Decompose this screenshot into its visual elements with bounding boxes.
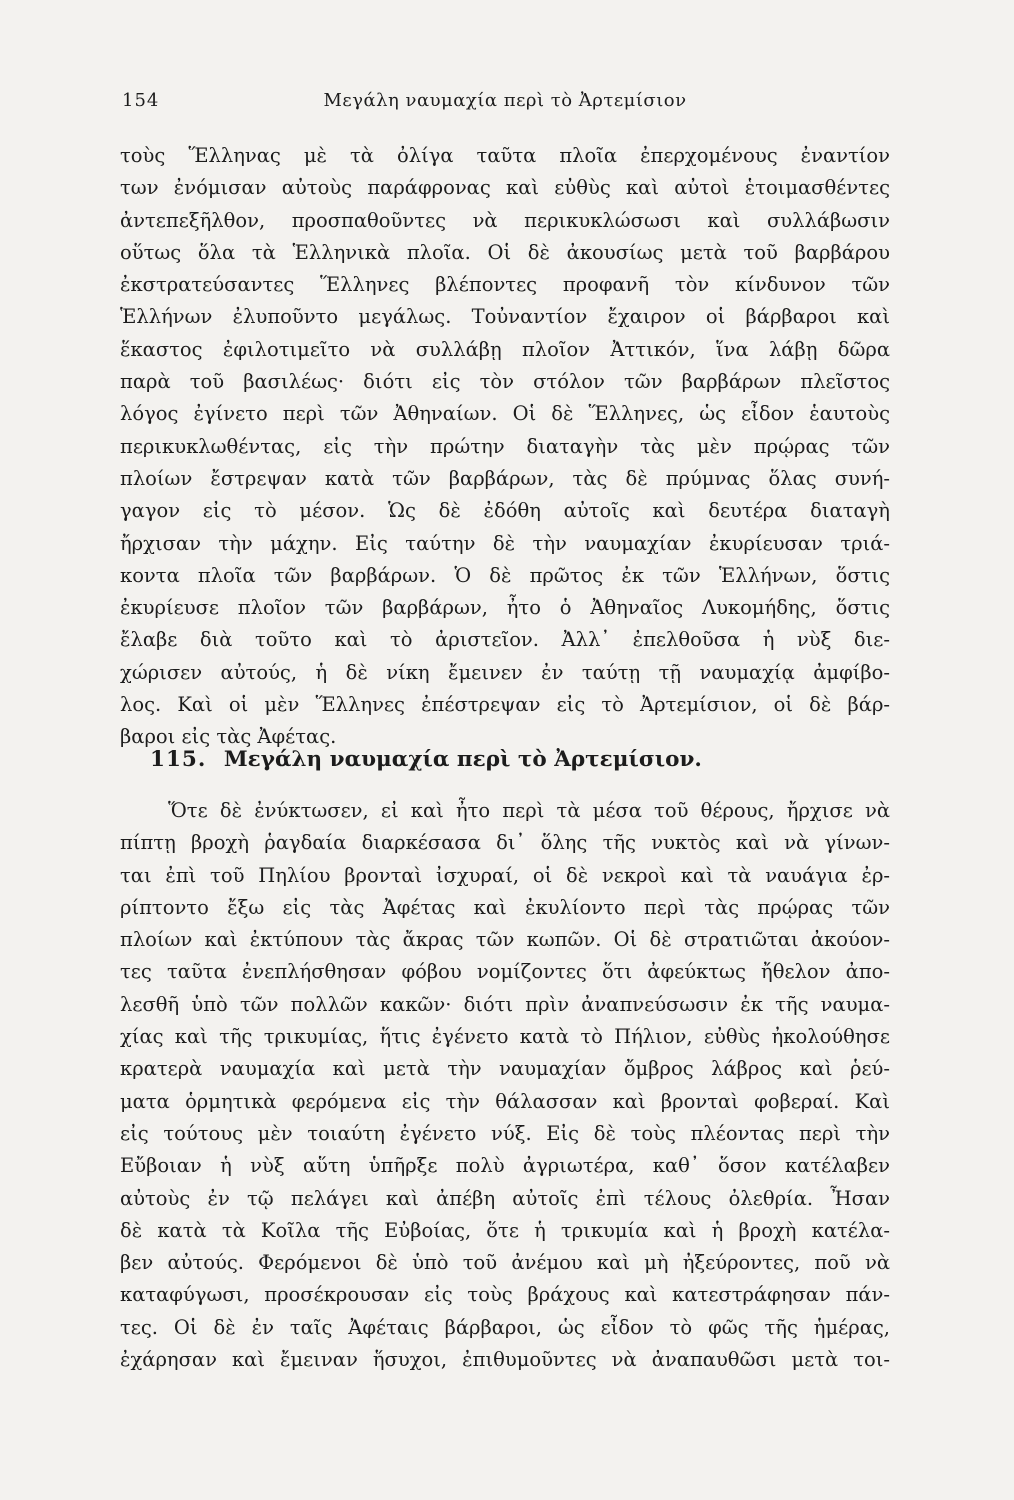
text-line: πίπτῃ βροχὴ ῥαγδαία διαρκέσασα δι᾿ ὅλης τῆς νυκτὸς καὶ νὰ γίνων- (120, 831, 890, 855)
text-line: λος. Καὶ οἱ μὲν Ἕλληνες ἐπέστρεψαν εἰς τὸ Ἀρτεμίσιον, οἱ δὲ βάρ- (120, 693, 890, 717)
text-line: λεσθῆ ὑπὸ τῶν πολλῶν κακῶν· διότι πρὶν ἀναπνεύσωσιν ἐκ τῆς ναυμα- (120, 992, 890, 1016)
text-line: Ὅτε δὲ ἐνύκτωσεν, εἰ καὶ ἦτο περὶ τὰ μέσα τοῦ θέρους, ἤρχισε νὰ (168, 799, 890, 822)
text-line: γαγον εἰς τὸ μέσον. Ὡς δὲ ἐδόθη αὐτοῖς καὶ δευτέρα διαταγὴ (120, 499, 890, 523)
text-line: ἤρχισαν τὴν μάχην. Εἰς ταύτην δὲ τὴν ναυμαχίαν ἐκυρίευσαν τριά- (120, 531, 890, 555)
text-line: εἰς τούτους μὲν τοιαύτη ἐγένετο νύξ. Εἰς δὲ τοὺς πλέοντας περὶ τὴν (120, 1121, 890, 1145)
text-line: παρὰ τοῦ βασιλέως· διότι εἰς τὸν στόλον τῶν βαρβάρων πλεῖστος (120, 370, 890, 394)
text-line: περικυκλωθέντας, εἰς τὴν πρώτην διαταγὴν τὰς μὲν πρῴρας τῶν (120, 434, 890, 458)
text-line: αὐτοὺς ἐν τῷ πελάγει καὶ ἀπέβη αὐτοῖς ἐπὶ τέλους ὀλεθρία. Ἦσαν (120, 1186, 890, 1210)
text-line: των ἐνόμισαν αὐτοὺς παράφρονας καὶ εὐθὺς καὶ αὐτοὶ ἑτοιμασθέντες (120, 176, 890, 200)
text-line: κρατερὰ ναυμαχία καὶ μετὰ τὴν ναυμαχίαν ὄμβρος λάβρος καὶ ῥεύ- (120, 1057, 890, 1081)
text-line: χίας καὶ τῆς τρικυμίας, ἥτις ἐγένετο κατὰ τὸ Πήλιον, εὐθὺς ἠκολούθησε (120, 1025, 890, 1049)
text-line: ματα ὁρμητικὰ φερόμενα εἰς τὴν θάλασσαν καὶ βρονταὶ φοβεραί. Καὶ (120, 1089, 890, 1113)
text-line: τες. Οἱ δὲ ἐν ταῖς Ἀφέταις βάρβαροι, ὡς εἶδον τὸ φῶς τῆς ἡμέρας, (120, 1315, 890, 1339)
text-line: τοὺς Ἕλληνας μὲ τὰ ὀλίγα ταῦτα πλοῖα ἐπερχομένους ἐναντίον (120, 144, 890, 167)
text-line: βεν αὐτούς. Φερόμενοι δὲ ὑπὸ τοῦ ἀνέμου καὶ μὴ ἠξεύροντες, ποῦ νὰ (120, 1251, 890, 1275)
text-line: πλοίων ἔστρεψαν κατὰ τῶν βαρβάρων, τὰς δὲ πρύμνας ὅλας συνή- (120, 466, 890, 490)
text-line: χώρισεν αὐτούς, ἡ δὲ νίκη ἔμεινεν ἐν ταύτῃ τῇ ναυμαχίᾳ ἀμφίβο- (120, 660, 890, 684)
section-paragraph (120, 795, 890, 1376)
text-line: Ἑλλήνων ἐλυποῦντο μεγάλως. Τοὐναντίον ἔχαιρον οἱ βάρβαροι καὶ (120, 305, 890, 329)
text-line: κοντα πλοῖα τῶν βαρβάρων. Ὁ δὲ πρῶτος ἐκ τῶν Ἑλλήνων, ὅστις (120, 563, 890, 587)
running-head (120, 90, 890, 120)
text-line: ἔλαβε διὰ τοῦτο καὶ τὸ ἀριστεῖον. Ἀλλ᾿ ἐπελθοῦσα ἡ νὺξ διε- (120, 628, 890, 652)
text-line: ἐκυρίευσε πλοῖον τῶν βαρβάρων, ἦτο ὁ Ἀθηναῖος Λυκομήδης, ὅστις (120, 596, 890, 620)
text-line: ἐχάρησαν καὶ ἔμειναν ἥσυχοι, ἐπιθυμοῦντες νὰ ἀναπαυθῶσι μετὰ τοι- (120, 1348, 890, 1372)
text-line: καταφύγωσι, προσέκρουσαν εἰς τοὺς βράχους καὶ κατεστράφησαν πάν- (120, 1283, 890, 1307)
text-line: οὕτως ὅλα τὰ Ἑλληνικὰ πλοῖα. Οἱ δὲ ἀκουσίως μετὰ τοῦ βαρβάρου (120, 240, 890, 264)
section-title: Μεγάλη ναυμαχία περὶ τὸ Ἀρτεμίσιον. (223, 747, 702, 772)
text-line: ἀντεπεξῆλθον, προσπαθοῦντες νὰ περικυκλώσωσι καὶ συλλάβωσιν (120, 208, 890, 232)
text-line: τες ταῦτα ἐνεπλήσθησαν φόβου νομίζοντες ὅτι ἀφεύκτως ἤθελον ἀπο- (120, 960, 890, 984)
page-number: 154 (122, 90, 160, 111)
text-line: βαροι εἰς τὰς Ἀφέτας. (120, 725, 337, 749)
text-line: ρίπτοντο ἔξω εἰς τὰς Ἀφέτας καὶ ἐκυλίοντο περὶ τὰς πρῴρας τῶν (120, 895, 890, 919)
text-line: πλοίων καὶ ἐκτύπουν τὰς ἄκρας τῶν κωπῶν. Οἱ δὲ στρατιῶται ἀκούον- (120, 928, 890, 952)
text-line: ἕκαστος ἐφιλοτιμεῖτο νὰ συλλάβῃ πλοῖον Ἀττικόν, ἵνα λάβῃ δῶρα (120, 337, 890, 361)
text-line: ται ἐπὶ τοῦ Πηλίου βρονταὶ ἰσχυραί, οἱ δὲ νεκροὶ καὶ τὰ ναυάγια ἐρ- (120, 863, 890, 887)
paragraph-continuation (120, 140, 890, 754)
section-heading (150, 747, 890, 772)
text-line: δὲ κατὰ τὰ Κοῖλα τῆς Εὐβοίας, ὅτε ἡ τρικυμία καὶ ἡ βροχὴ κατέλα- (120, 1218, 890, 1242)
running-title: Μεγάλη ναυμαχία περὶ τὸ Ἀρτεμίσιον (323, 90, 687, 111)
text-line: ἐκστρατεύσαντες Ἕλληνες βλέποντες προφανῆ τὸν κίνδυνον τῶν (120, 273, 890, 297)
section-number: 115. (150, 747, 207, 772)
text-line: λόγος ἐγίνετο περὶ τῶν Ἀθηναίων. Οἱ δὲ Ἕλληνες, ὡς εἶδον ἑαυτοὺς (120, 402, 890, 426)
text-line: Εὔβοιαν ἡ νὺξ αὕτη ὑπῆρξε πολὺ ἀγριωτέρα, καθ᾿ ὅσον κατέλαβεν (120, 1154, 890, 1178)
